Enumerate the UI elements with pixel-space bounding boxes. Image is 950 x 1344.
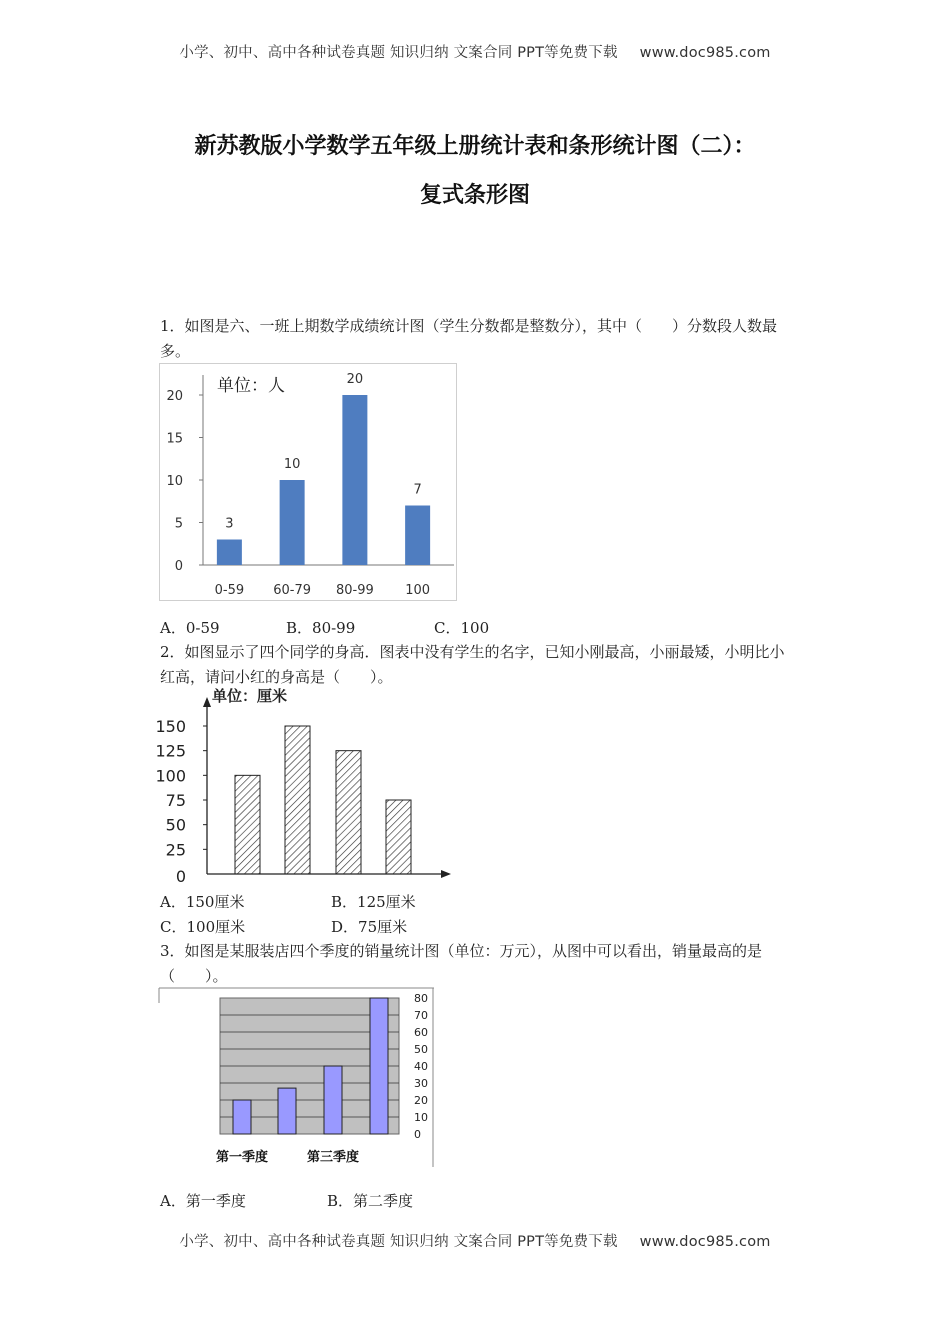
y-tick-label: 70 bbox=[414, 1009, 428, 1022]
header-text: 小学、初中、高中各种试卷真题 知识归纳 文案合同 PPT等免费下载 bbox=[179, 45, 618, 61]
q3-option-a: A．第一季度 bbox=[160, 1192, 246, 1210]
bar bbox=[235, 775, 260, 874]
y-tick-label: 100 bbox=[155, 766, 186, 786]
x-tick-label: 60-79 bbox=[273, 583, 312, 598]
y-tick-label: 150 bbox=[155, 717, 186, 736]
bar bbox=[342, 395, 367, 565]
y-tick-label: 15 bbox=[166, 431, 183, 447]
y-tick-label: 30 bbox=[414, 1077, 428, 1090]
bar bbox=[336, 751, 361, 874]
bar bbox=[233, 1100, 251, 1134]
bar bbox=[370, 998, 388, 1134]
y-tick-label: 0 bbox=[175, 867, 186, 886]
q2-option-d: D．75厘米 bbox=[331, 918, 408, 936]
q1-option-c: C．100 bbox=[434, 619, 490, 637]
bar bbox=[405, 506, 430, 566]
y-tick-label: 40 bbox=[414, 1060, 428, 1073]
page-footer bbox=[0, 1230, 950, 1251]
x-tick-label: 80-99 bbox=[335, 583, 374, 598]
y-tick-label: 10 bbox=[414, 1111, 428, 1124]
y-tick-label: 10 bbox=[166, 474, 183, 489]
doc-title-line2: 复式条形图 bbox=[419, 183, 530, 208]
x-tick-label: 第三季度 bbox=[306, 1150, 360, 1165]
y-tick-label: 50 bbox=[165, 815, 186, 835]
header-site: www.doc985.com bbox=[639, 45, 771, 61]
footer-text: 小学、初中、高中各种试卷真题 知识归纳 文案合同 PPT等免费下载 bbox=[179, 1234, 618, 1250]
y-tick-label: 0 bbox=[414, 1128, 421, 1141]
q2-option-c: C．100厘米 bbox=[160, 918, 246, 936]
data-label: 7 bbox=[413, 482, 422, 498]
y-tick-label: 80 bbox=[414, 992, 428, 1005]
q3-option-b: B．第二季度 bbox=[327, 1192, 414, 1210]
x-axis-arrow bbox=[441, 870, 451, 878]
q1-option-a: A．0-59 bbox=[160, 619, 220, 637]
chart-scores bbox=[159, 363, 459, 603]
chart-sales bbox=[159, 987, 435, 1167]
y-tick-label: 5 bbox=[174, 516, 183, 532]
y-axis-arrow bbox=[203, 697, 211, 707]
y-tick-label: 20 bbox=[414, 1094, 428, 1107]
y-tick-label: 75 bbox=[165, 791, 186, 810]
question-1-text: 1．如图是六、一班上期数学成绩统计图（学生分数都是整数分），其中（ ）分数段人数最多。 bbox=[160, 317, 778, 360]
x-tick-label: 0-59 bbox=[214, 583, 245, 598]
data-label: 20 bbox=[346, 372, 364, 387]
bar bbox=[217, 540, 242, 566]
y-tick-label: 25 bbox=[165, 840, 186, 860]
question-3-text: 3．如图是某服装店四个季度的销量统计图（单位：万元），从图中可以看出，销量最高的是（ ）。 bbox=[160, 942, 763, 985]
q2-option-a: A．150厘米 bbox=[160, 893, 245, 911]
x-tick-label: 100 bbox=[405, 583, 431, 598]
bar bbox=[324, 1066, 342, 1134]
page-header bbox=[0, 41, 950, 62]
unit-label: 单位：厘米 bbox=[212, 687, 288, 705]
footer-site: www.doc985.com bbox=[639, 1234, 771, 1250]
bar bbox=[285, 726, 310, 874]
bar bbox=[280, 480, 305, 565]
chart-heights bbox=[155, 683, 459, 886]
data-label: 3 bbox=[225, 516, 234, 532]
y-tick-label: 60 bbox=[414, 1026, 428, 1039]
question-2-text: 2．如图显示了四个同学的身高．图表中没有学生的名字，已知小刚最高，小丽最矮，小明比小红高，请问小红的身高是（ ）。 bbox=[160, 643, 785, 686]
doc-title-line1: 新苏教版小学数学五年级上册统计表和条形统计图（二）： bbox=[194, 134, 756, 159]
y-tick-label: 0 bbox=[174, 559, 183, 574]
y-tick-label: 20 bbox=[166, 389, 183, 404]
data-label: 10 bbox=[283, 457, 301, 472]
y-tick-label: 50 bbox=[414, 1043, 428, 1056]
q1-option-b: B．80-99 bbox=[286, 619, 356, 637]
x-tick-label: 第一季度 bbox=[215, 1150, 269, 1165]
unit-label: 单位：人 bbox=[217, 376, 285, 396]
q2-option-b: B．125厘米 bbox=[331, 893, 416, 911]
bar bbox=[278, 1088, 296, 1134]
bar bbox=[386, 800, 411, 874]
y-tick-label: 125 bbox=[155, 741, 186, 761]
